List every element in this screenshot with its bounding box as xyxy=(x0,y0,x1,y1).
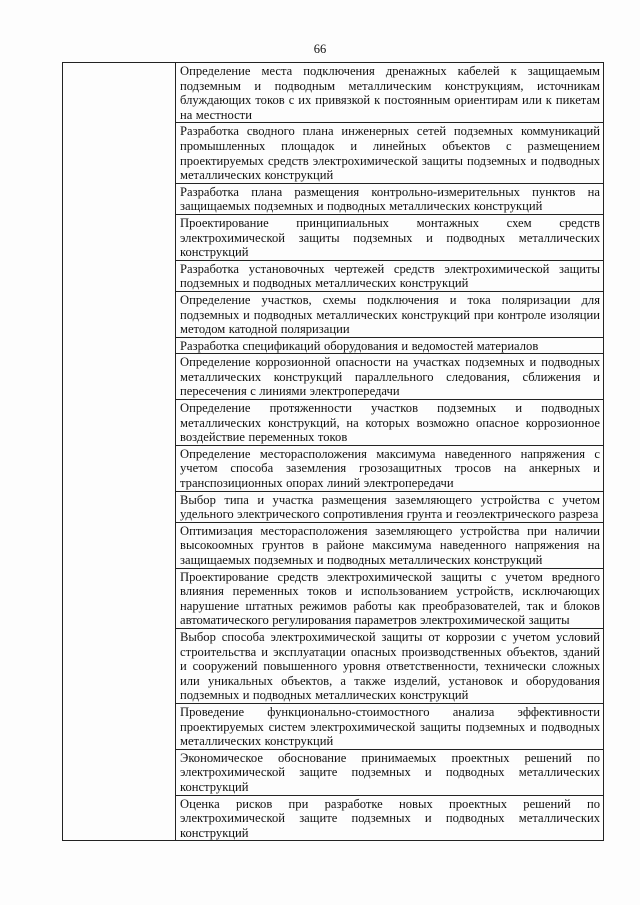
table-row xyxy=(63,63,604,123)
table-cell: Оптимизация месторасположения заземляющего устройства при наличии высокоомных грунтов в районе максимума наведенного напряжения на защищаемых подземных и подводных металлических конструкций xyxy=(176,522,604,568)
table-cell: Определение участков, схемы подключения и тока поляризации для подземных и подводных металлических конструкций при контроле изоляции методом катодной поляризации xyxy=(176,291,604,337)
table-cell: Разработка спецификаций оборудования и ведомостей материалов xyxy=(176,337,604,354)
empty-left-column xyxy=(63,63,176,841)
table-cell: Разработка сводного плана инженерных сетей подземных коммуникаций промышленных площадок и линейных объектов с размещением проектируемых средств электрохимической защиты подземных и подводных металлических конструкций xyxy=(176,123,604,183)
table-cell: Выбор способа электрохимической защиты от коррозии с учетом условий строительства и эксплуатации опасных производственных объектов, зданий и сооружений повышенного уровня ответственности, технически сложных или уникальных объектов, а также изделий, установок и оборудования подземных и подводных металлических конструкций xyxy=(176,628,604,703)
table-cell: Разработка плана размещения контрольно-измерительных пунктов на защищаемых подземных и подводных металлических конструкций xyxy=(176,183,604,214)
table-cell: Экономическое обоснование принимаемых проектных решений по электрохимической защите подземных и подводных металлических конструкций xyxy=(176,749,604,795)
table-cell: Разработка установочных чертежей средств электрохимической защиты подземных и подводных металлических конструкций xyxy=(176,260,604,291)
table-cell: Определение коррозионной опасности на участках подземных и подводных металлических конструкций параллельного следования, сближения и пересечения с линиями электропередачи xyxy=(176,354,604,400)
table-cell: Выбор типа и участка размещения заземляющего устройства с учетом удельного электрического сопротивления грунта и геоэлектрического разреза xyxy=(176,491,604,522)
table-cell: Определение месторасположения максимума наведенного напряжения с учетом способа заземления грозозащитных тросов на анкерных и транспозиционных опорах линий электропередачи xyxy=(176,445,604,491)
table-cell: Проведение функционально-стоимостного анализа эффективности проектируемых систем электрохимической защиты подземных и подводных металлических конструкций xyxy=(176,703,604,749)
table-cell: Определение места подключения дренажных кабелей к защищаемым подземным и подводным металлическим конструкциям, источникам блуждающих токов с их привязкой к постоянным ориентирам или к пикетам на местности xyxy=(176,63,604,123)
table-cell: Проектирование принципиальных монтажных схем средств электрохимической защиты подземных и подводных металлических конструкций xyxy=(176,214,604,260)
page-number: 66 xyxy=(313,42,327,56)
table-cell: Проектирование средств электрохимической защиты с учетом вредного влияния переменных токов и использованием устройств, исключающих нарушение штатных режимов работы как преобразователей, так и блоков автоматического регулирования параметров электрохимической защиты xyxy=(176,568,604,628)
table-cell: Оценка рисков при разработке новых проектных решений по электрохимической защите подземных и подводных металлических конструкций xyxy=(176,795,604,841)
table-cell: Определение протяженности участков подземных и подводных металлических конструкций, на которых возможно опасное коррозионное воздействие переменных токов xyxy=(176,400,604,446)
labor-functions-table xyxy=(62,62,604,841)
